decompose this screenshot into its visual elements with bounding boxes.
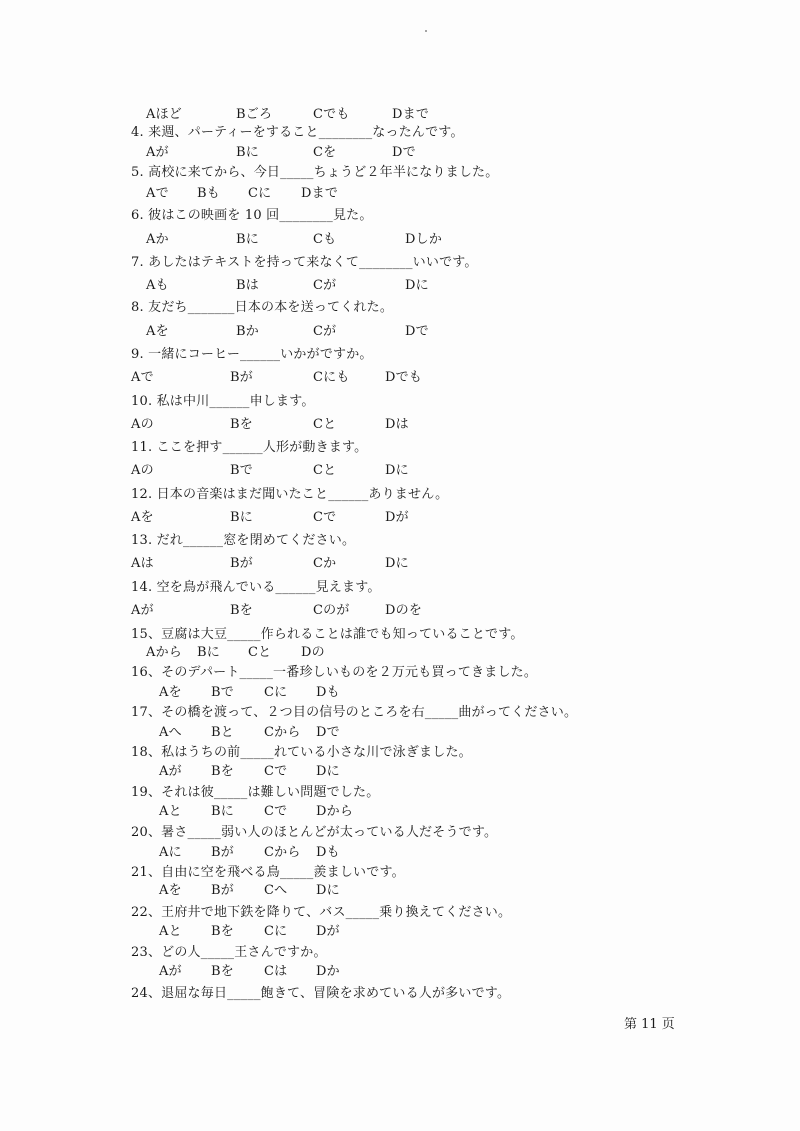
answer-option: Bが: [230, 370, 253, 385]
page-number: 第 11 页: [624, 1017, 675, 1032]
answer-option: Dまで: [392, 107, 430, 122]
answer-option: Aが: [146, 145, 169, 160]
answer-option: Aが: [159, 764, 182, 779]
answer-option: Aで: [131, 370, 154, 385]
answer-option: Dしか: [405, 232, 443, 247]
answer-option: Dに: [385, 556, 409, 571]
answer-option: Bで: [211, 685, 234, 700]
answer-option: Bに: [236, 145, 259, 160]
answer-option: Aを: [146, 324, 169, 339]
answer-option: Dのを: [385, 603, 423, 618]
answer-option: Bが: [211, 883, 234, 898]
answer-option: Dも: [316, 685, 340, 700]
answer-option: Cが: [313, 278, 337, 293]
answer-option: Dに: [316, 883, 340, 898]
answer-option: Dまで: [301, 186, 339, 201]
answer-option: Bを: [211, 764, 234, 779]
answer-option: Cは: [264, 964, 288, 979]
question-text: 15、豆腐は大豆_____作られることは誰でも知っていることです。: [131, 627, 524, 642]
answer-option: Bが: [211, 845, 234, 860]
answer-option: Aも: [146, 278, 169, 293]
answer-option: Cも: [313, 232, 337, 247]
answer-option: Bも: [197, 186, 220, 201]
question-text: 17、その橋を渡って、２つ目の信号のところを右_____曲がってください。: [131, 705, 578, 720]
answer-option: Aか: [146, 232, 169, 247]
answer-option: Cへ: [264, 883, 288, 898]
answer-option: Cと: [313, 463, 337, 478]
answer-option: Aほど: [146, 107, 182, 122]
answer-option: Bを: [230, 603, 253, 618]
answer-option: Cから: [264, 725, 301, 740]
question-text: 22、王府井で地下鉄を降りて、バス_____乗り換えてください。: [131, 905, 512, 920]
answer-option: Cが: [313, 324, 337, 339]
answer-option: Dに: [385, 463, 409, 478]
answer-option: Aから: [146, 645, 182, 660]
answer-option: Cと: [248, 645, 272, 660]
answer-option: Aと: [159, 924, 182, 939]
answer-option: Dか: [316, 964, 340, 979]
answer-option: Bを: [211, 964, 234, 979]
question-text: 10. 私は中川______申します。: [131, 394, 315, 409]
question-text: 20、暑さ_____弱い人のほとんどが太っている人だそうです。: [131, 825, 498, 840]
answer-option: Cのが: [313, 603, 350, 618]
answer-option: Cから: [264, 845, 301, 860]
answer-option: Cを: [313, 145, 337, 160]
answer-option: Bで: [230, 463, 253, 478]
answer-option: Bに: [197, 645, 220, 660]
answer-option: Aに: [159, 845, 182, 860]
question-text: 6. 彼はこの映画を 10 回________見た。: [131, 208, 373, 223]
answer-option: Dでも: [385, 370, 423, 385]
answer-option: Bに: [211, 804, 234, 819]
question-text: 12. 日本の音楽はまだ聞いたこと______ありません。: [131, 487, 449, 502]
answer-option: Bか: [236, 324, 259, 339]
answer-option: Bを: [230, 417, 253, 432]
answer-option: Dから: [316, 804, 354, 819]
question-text: 19、それは彼_____は難しい問題でした。: [131, 785, 380, 800]
answer-option: Bが: [230, 556, 253, 571]
answer-option: Dの: [301, 645, 325, 660]
answer-option: Bを: [211, 924, 234, 939]
question-text: 9. 一緒にコーヒー______いかがですか。: [131, 347, 373, 362]
answer-option: Dで: [392, 145, 416, 160]
answer-option: Aを: [159, 883, 182, 898]
question-text: 14. 空を鳥が飛んでいる______見えます。: [131, 580, 381, 595]
question-text: 7. あしたはテキストを持って来なくて________いいです。: [131, 255, 478, 270]
answer-option: Dで: [405, 324, 429, 339]
answer-option: Aの: [131, 463, 154, 478]
question-text: 24、退屈な毎日_____飽きて、冒険を求めている人が多いです。: [131, 986, 511, 1001]
answer-option: Bは: [236, 278, 259, 293]
answer-option: Bに: [236, 232, 259, 247]
answer-option: Cに: [248, 186, 272, 201]
question-text: 8. 友だち_______日本の本を送ってくれた。: [131, 300, 394, 315]
answer-option: Bに: [230, 510, 253, 525]
answer-option: Cに: [264, 685, 288, 700]
answer-option: Cに: [264, 924, 288, 939]
answer-option: Bと: [211, 725, 234, 740]
answer-option: Dが: [316, 924, 340, 939]
answer-option: Dも: [316, 845, 340, 860]
question-text: 16、そのデパート_____一番珍しいものを２万元も買ってきました。: [131, 665, 538, 680]
question-text: 21、自由に空を飛べる鳥_____羨ましいです。: [131, 865, 405, 880]
answer-option: Dに: [316, 764, 340, 779]
question-text: 4. 来週、パーティーをすること________なったんです。: [131, 125, 464, 140]
question-text: 11. ここを押す______人形が動きます。: [131, 440, 368, 455]
question-text: 13. だれ______窓を閉めてください。: [131, 533, 356, 548]
answer-option: Aが: [131, 603, 154, 618]
answer-option: Cか: [313, 556, 337, 571]
question-text: 5. 高校に来てから、今日_____ちょうど２年半になりました。: [131, 165, 499, 180]
answer-option: Dが: [385, 510, 409, 525]
answer-option: Aへ: [159, 725, 182, 740]
answer-option: Cでも: [313, 107, 350, 122]
question-text: 18、私はうちの前_____れている小さな川で泳ぎました。: [131, 745, 472, 760]
answer-option: Cで: [264, 764, 288, 779]
answer-option: Dは: [385, 417, 409, 432]
answer-option: Cにも: [313, 370, 350, 385]
answer-option: Cで: [264, 804, 288, 819]
answer-option: Aの: [131, 417, 154, 432]
answer-option: Cで: [313, 510, 337, 525]
answer-option: Aが: [159, 964, 182, 979]
answer-option: Aは: [131, 556, 154, 571]
answer-option: Aを: [131, 510, 154, 525]
answer-option: Dで: [316, 725, 340, 740]
scan-speck: [425, 30, 427, 32]
question-text: 23、どの人_____王さんですか。: [131, 945, 327, 960]
answer-option: Bごろ: [236, 107, 273, 122]
answer-option: Dに: [405, 278, 429, 293]
answer-option: Aで: [146, 186, 169, 201]
answer-option: Aと: [159, 804, 182, 819]
answer-option: Cと: [313, 417, 337, 432]
answer-option: Aを: [159, 685, 182, 700]
